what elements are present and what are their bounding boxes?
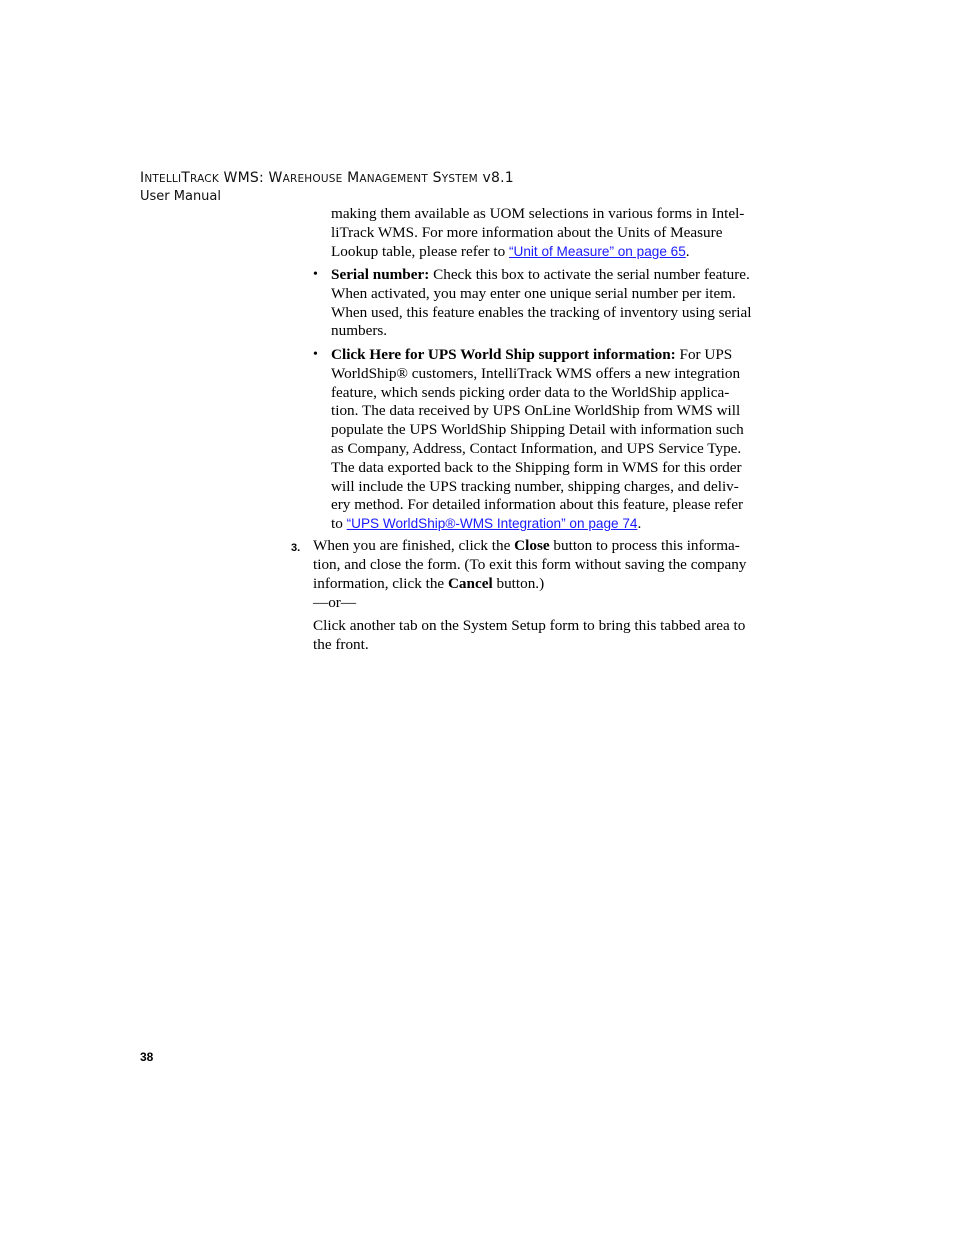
bullet-marker: • — [313, 347, 318, 362]
title-part: I — [140, 170, 145, 186]
alternative-paragraph: Click another tab on the System Setup form to bring this tabbed area to the front. — [313, 617, 746, 653]
close-button-ref: Close — [514, 537, 550, 554]
title-part: ANAGEMENT — [359, 173, 428, 185]
title-part: AREHOUSE — [282, 173, 343, 185]
cancel-button-ref: Cancel — [447, 574, 493, 592]
title-part: WMS: W — [218, 170, 283, 186]
ups-worldship-label: Click Here for UPS World Ship support information: — [331, 346, 676, 363]
step-3-text: button to process this informa-tion, and close the form. (To exit this form without saving the company information, click the — [313, 537, 747, 592]
step-number: 3. — [291, 542, 301, 554]
title-part: M — [342, 170, 360, 186]
title-part: T — [181, 170, 191, 186]
running-header — [140, 169, 514, 205]
intro-paragraph — [331, 205, 756, 261]
serial-number-label: Serial number: — [331, 266, 430, 283]
title-part: v8.1 — [477, 170, 514, 186]
serial-number-bullet — [331, 266, 756, 341]
step-3-text: When you are finished, click the — [313, 537, 515, 554]
unit-of-measure-link[interactable]: “Unit of Measure” on page 65 — [508, 243, 686, 259]
ups-worldship-bullet — [331, 346, 756, 534]
title-part: YSTEM — [441, 173, 478, 185]
step-3-text: button.) — [492, 574, 545, 592]
manual-title — [140, 169, 514, 188]
title-part: RACK — [190, 173, 219, 185]
intro-text: making them available as UOM selections in various forms in Intel-liTrack WMS. For more information about the Units of Measure Lookup table, please refer to — [331, 205, 745, 260]
bullet-marker: • — [313, 267, 318, 282]
ups-worldship-integration-link[interactable]: “UPS WorldShip®-WMS Integration” on page 74 — [346, 516, 638, 532]
title-part: NTELLI — [144, 173, 182, 185]
manual-subtitle: User Manual — [140, 189, 222, 204]
ups-worldship-end: . — [637, 515, 642, 533]
or-separator: —or— — [313, 594, 357, 611]
serial-number-text: Check this box to activate the serial number feature. When activated, you may enter one unique serial number per item. When used, this feature enables the tracking of inventory using serial numbers. — [331, 266, 752, 340]
step-3-paragraph — [313, 537, 756, 593]
title-part: S — [427, 170, 442, 186]
page-number: 38 — [140, 1050, 154, 1064]
intro-end: . — [685, 242, 690, 260]
ups-worldship-text: For UPS WorldShip® customers, IntelliTrack WMS offers a new integration feature, which sends picking order data to the WorldShip applica-tion. The data received by UPS OnLine WorldShip from WMS will populate the UPS WorldShip Shipping Detail with information such as Company, Address, Contact Information, and UPS Service Type. The data exported back to the Shipping form in WMS for this order will include the UPS tracking number, shipping charges, and deliv-ery method. For detailed information about this feature, please refer to — [331, 346, 744, 533]
